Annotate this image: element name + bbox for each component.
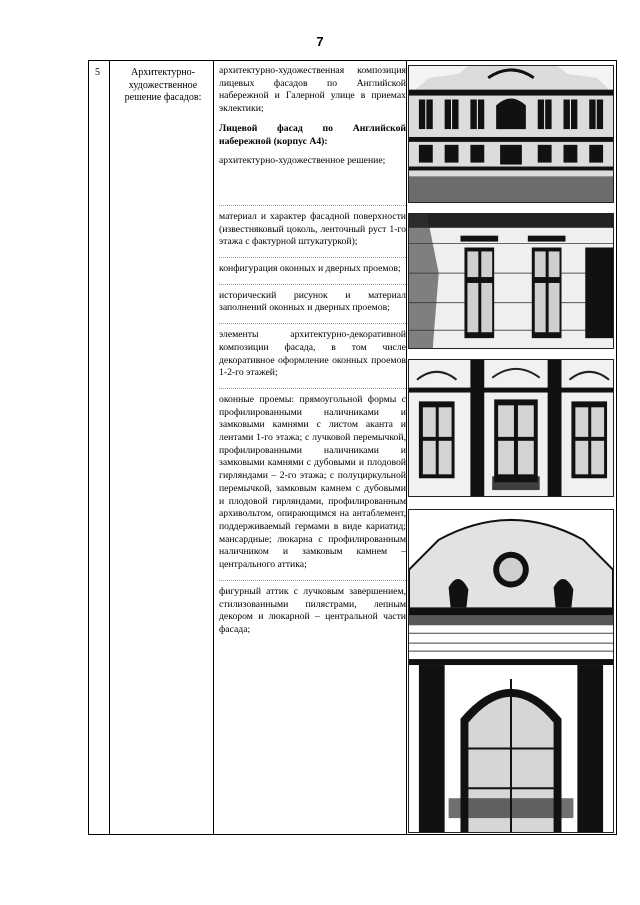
heritage-table (88, 60, 617, 835)
table-divider (213, 61, 214, 834)
divider (219, 257, 406, 258)
description-column (219, 65, 406, 644)
paragraph: материал и характер фасадной поверхности (известняковый цоколь, ленточный руст 1-го этажа с фактурной штукатуркой); (219, 210, 406, 248)
photo-window-decoration (408, 359, 614, 497)
paragraph: элементы архитектурно-декоративной композиции фасада, в том числе декоративное оформление оконных проемов 1-2-го этажей; (219, 329, 406, 379)
paragraph: исторический рисунок и материал заполнений оконных и дверных проемов; (219, 289, 406, 314)
photo-rusticated-windows (408, 213, 614, 349)
paragraph: архитектурно-художественная композиция лицевых фасадов по Английской набережной и Галерной улице в приемах эклектики; (219, 65, 406, 115)
row-number: 5 (95, 67, 100, 78)
divider (219, 580, 406, 581)
row-title: Архитектурно-художественное решение фасадов: (124, 67, 202, 103)
divider (219, 388, 406, 389)
table-divider (109, 61, 110, 834)
photo-central-attic (408, 509, 614, 833)
divider (219, 323, 406, 324)
paragraph: фигурный аттик с лучковым завершением, стилизованными пилястрами, лепным декором и люкарной – центральной части фасада; (219, 585, 406, 635)
paragraph: архитектурно-художественное решение; (219, 155, 386, 167)
divider (219, 205, 406, 206)
page-number: 7 (316, 34, 324, 49)
divider (219, 284, 406, 285)
paragraph: оконные проемы: прямоугольной формы с профилированными наличниками и замковыми камнями с листом аканта и лентами 1-го этажа; с лучковой перемычкой, профилированными наличниками и замковыми камнями с дубовыми и плодовой гирляндами – 2-го этажа; с полуциркульной перемычкой, замковым камнем с дубовыми и плодовой гирляндами, профилированным архивольтом, опирающимся на антаблемент, поддерживаемый гермами в виде кариатид; мансардные; люкарна с профилированным наличником и замковым камнем –центрального аттика; (219, 393, 406, 571)
paragraph: конфигурация оконных и дверных проемов; (219, 263, 401, 275)
photo-facade-overview (408, 65, 614, 203)
section-heading: Лицевой фасад по Английской набережной (корпус А4): (219, 122, 406, 147)
table-divider (406, 61, 407, 834)
